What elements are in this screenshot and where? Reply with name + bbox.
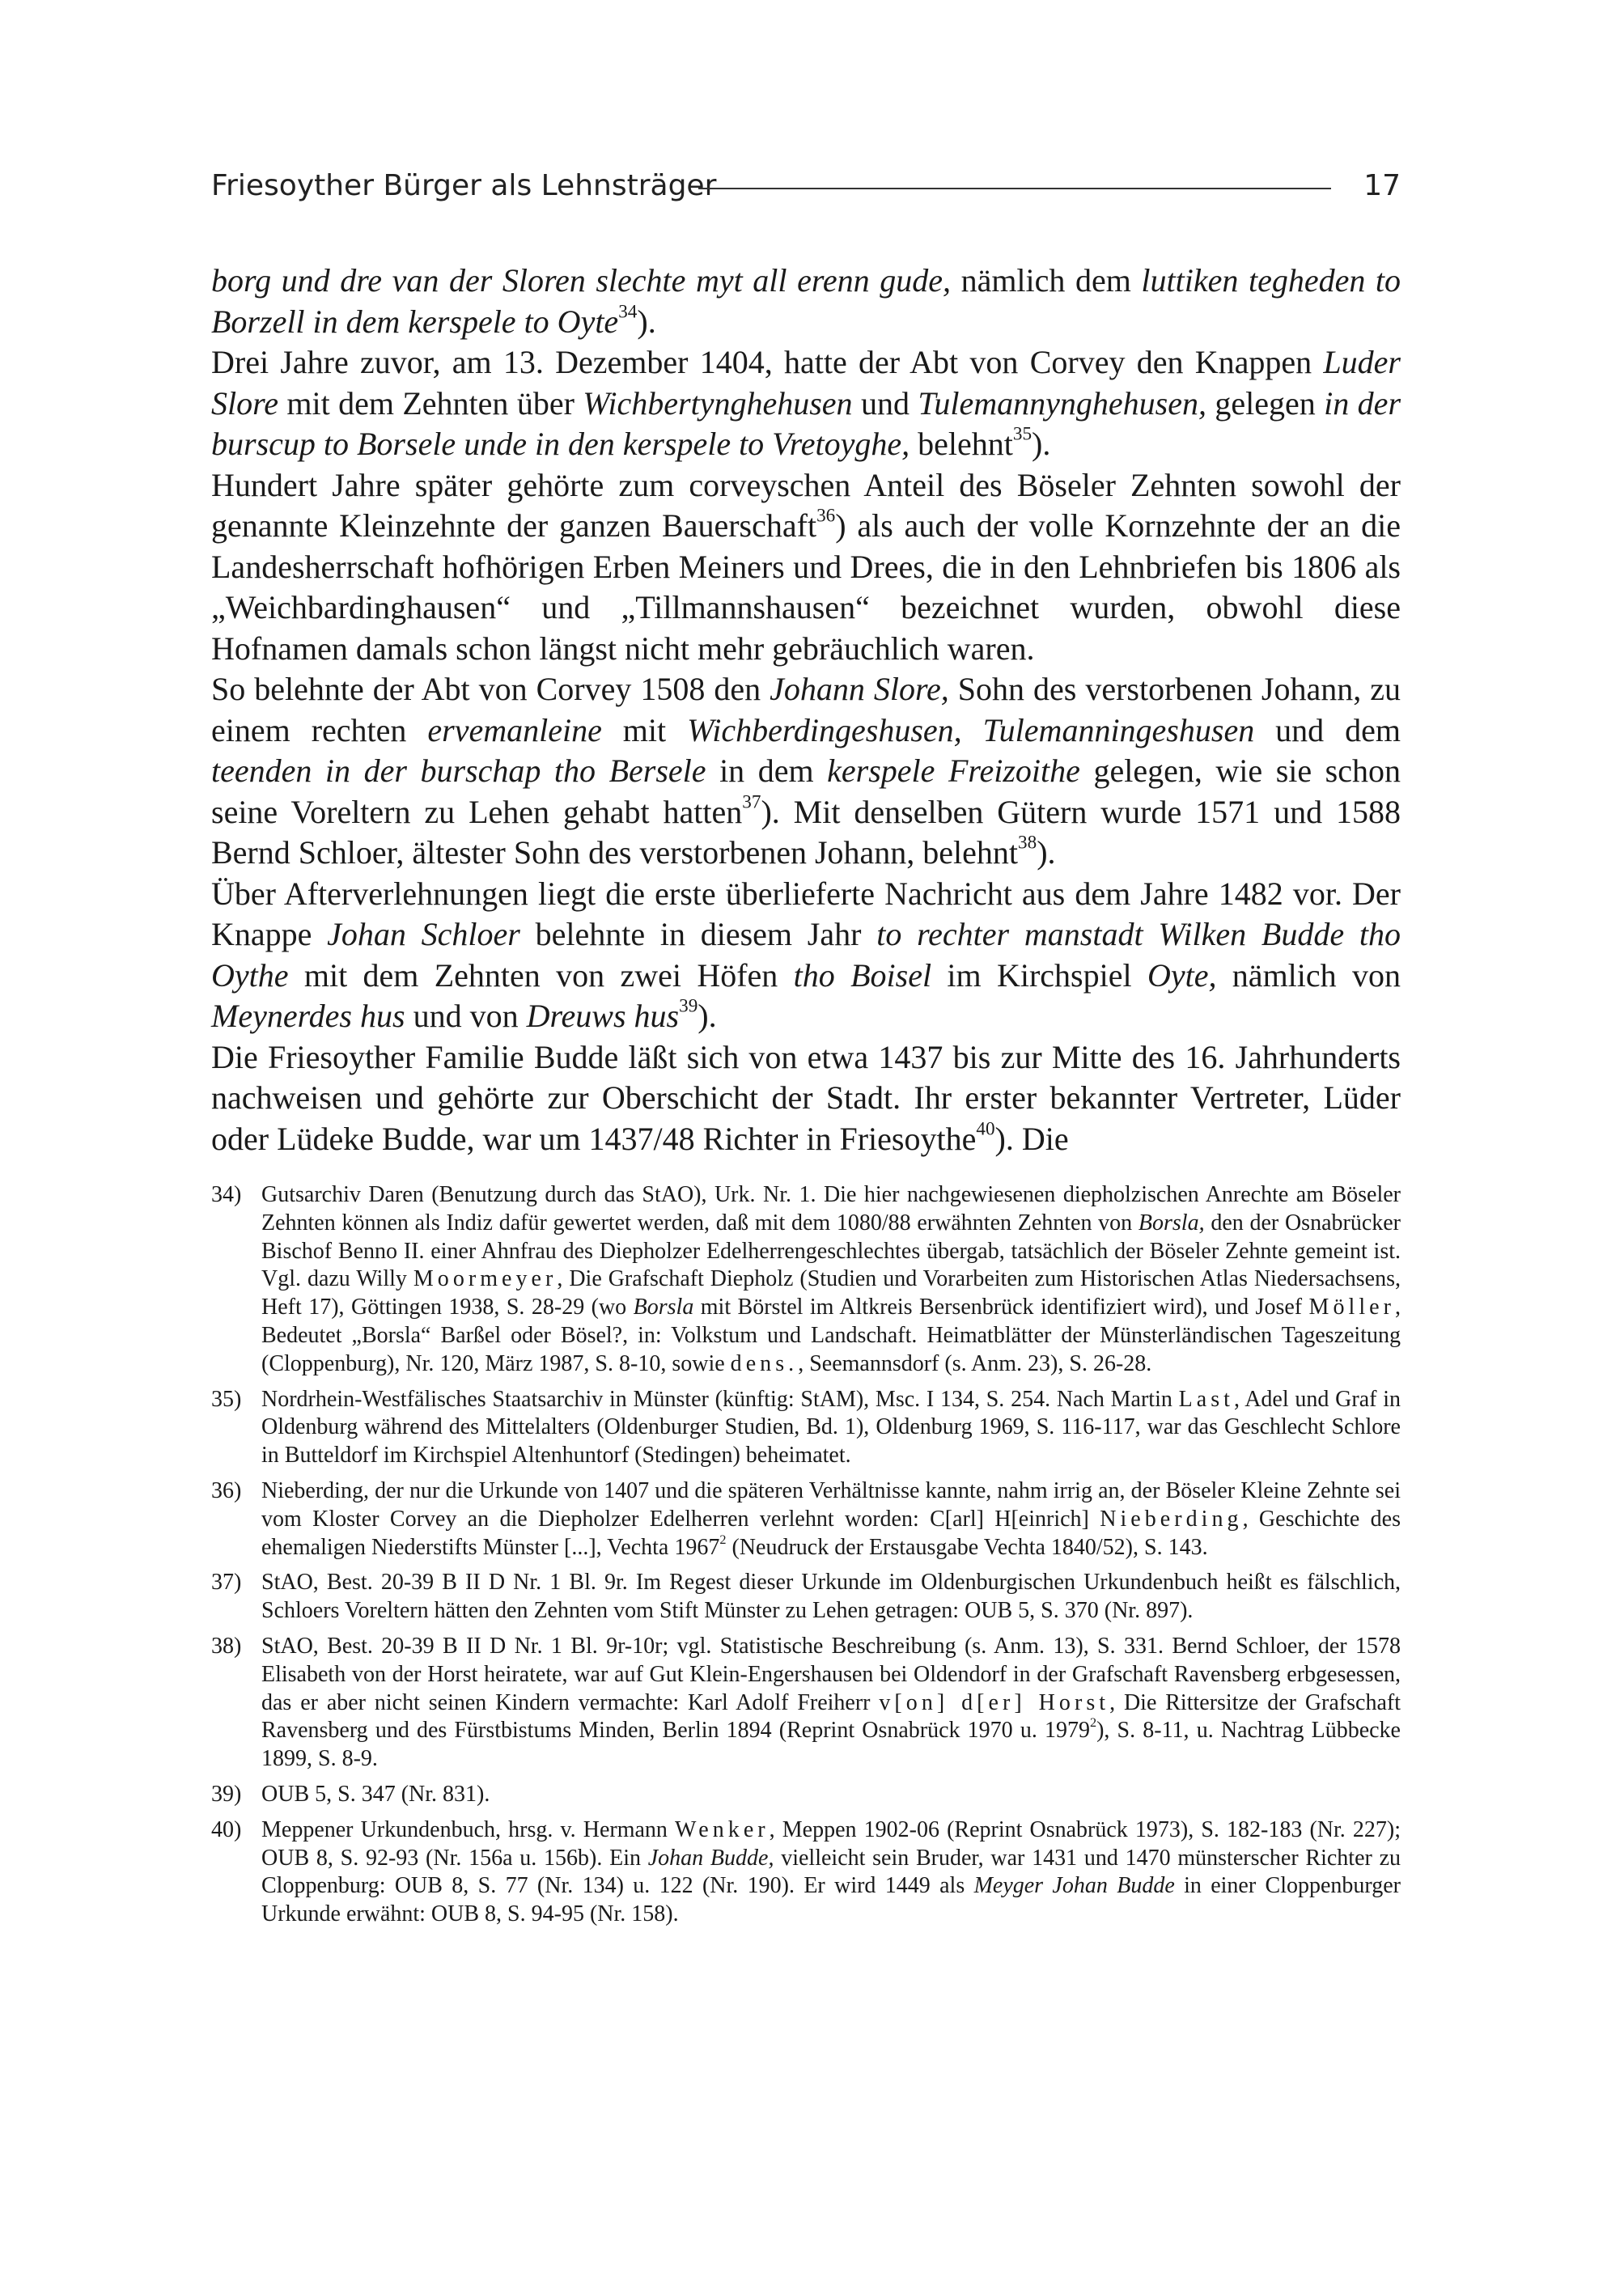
footnote-number: 34) bbox=[211, 1182, 242, 1207]
text: Die Friesoyther Familie Budde läßt sich von etwa 1437 bis zur Mitte des 16. Jahrhunderts nachweisen und gehörte zur Oberschicht der Stadt. Ihr erster bekannter Vertreter, Lüder oder Lüdeke Budde, war um 1437/48 Richter in Friesoythe bbox=[211, 1038, 1401, 1157]
footnote-39 bbox=[211, 1781, 1401, 1809]
footnote-36 bbox=[211, 1477, 1401, 1562]
text: nämlich von bbox=[1216, 956, 1401, 994]
text: , Geschichte des ehemaligen Niederstifts Münster [...], Vechta 1967 bbox=[261, 1506, 1401, 1560]
text: ) als auch der volle Kornzehnte der an die Landesherrschaft hofhörigen Erben Meiners und Drees, die in den Lehnbriefen bis 1806 als „Weichbardinghausen“ und „Tillmannshausen“ bezeichnet wurden, obwohl diese Hofnamen damals schon längst nicht mehr gebräuchlich waren. bbox=[211, 507, 1401, 667]
quote: ervemanleine bbox=[427, 711, 602, 748]
footnote-number: 35) bbox=[211, 1386, 242, 1412]
paragraph-6 bbox=[211, 1037, 1401, 1160]
edition-superscript: 2 bbox=[1089, 1715, 1097, 1731]
text: ). bbox=[698, 998, 717, 1034]
paragraph-1 bbox=[211, 261, 1401, 342]
quote: Wichbertynghehusen bbox=[583, 384, 853, 422]
quote: Luder Slore bbox=[211, 344, 1401, 422]
header-rule bbox=[698, 188, 1331, 189]
footnote-ref: 35 bbox=[1012, 423, 1032, 445]
quote: in der burscup to Borsele unde in den kerspele to Vretoyghe, bbox=[211, 384, 1401, 462]
quote: to rechter manstadt Wilken Budde tho Oythe bbox=[211, 916, 1401, 994]
footnote-ref: 36 bbox=[816, 505, 836, 527]
quote: teenden in der burschap tho Bersele bbox=[211, 752, 706, 789]
footnote-number: 37) bbox=[211, 1570, 242, 1596]
text: Drei Jahre zuvor, am 13. Dezember 1404, hatte der Abt von Corvey den Knappen bbox=[211, 344, 1324, 380]
text: und bbox=[852, 384, 918, 422]
quote: tho Boisel bbox=[793, 956, 932, 994]
author-name: Nieberding bbox=[1100, 1506, 1243, 1532]
footnote-38 bbox=[211, 1633, 1401, 1774]
text: und von bbox=[405, 998, 527, 1034]
text: StAO, Best. 20-39 B II D Nr. 1 Bl. 9r-10r; vgl. Statistische Beschreibung (s. Anm. 13), S. 331. Bernd Schloer, der 1578 Elisabeth von der Horst heiratete, war auf Gut Klein-Engershausen bei Oldendorf in der Grafschaft Ravensberg erbgesessen, das er aber nicht seinen Kindern vermachte: Karl Adolf Freiherr bbox=[261, 1633, 1401, 1715]
text: ). Mit denselben Gütern wurde 1571 und 1588 Bernd Schloer, ältester Sohn des verstorbenen Johann, belehnt bbox=[211, 793, 1401, 871]
quote: Meyger Johan Budde bbox=[973, 1873, 1175, 1899]
text: in einer Cloppenburger Urkunde erwähnt: OUB 8, S. 94-95 (Nr. 158). bbox=[261, 1873, 1401, 1927]
footnote-ref: 39 bbox=[679, 995, 698, 1017]
footnote-number: 39) bbox=[211, 1781, 242, 1807]
text: mit bbox=[601, 711, 688, 748]
edition-superscript: 2 bbox=[719, 1532, 727, 1547]
footnote-ref: 38 bbox=[1018, 832, 1037, 854]
text: , Meppen 1902-06 (Reprint Osnabrück 1973), S. 182-183 (Nr. 227); OUB 8, S. 92-93 (Nr. 156a u. 156b). Ein bbox=[261, 1816, 1401, 1871]
text: mit dem Zehnten über bbox=[278, 384, 583, 422]
text: Meppener Urkundenbuch, hrsg. v. Hermann bbox=[261, 1816, 676, 1842]
author-name: Möller bbox=[1308, 1295, 1395, 1320]
text: ). bbox=[637, 303, 656, 340]
footnotes bbox=[211, 1181, 1401, 1936]
text: , Bedeutet „Borsla“ Barßel oder Bösel?, in: Volkstum und Landschaft. Heimatblätter der Münsterländischen Tageszeitung (Cloppenburg), Nr. 120, März 1987, S. 8-10, sowie bbox=[261, 1295, 1401, 1376]
text: , Die Rittersitze der Grafschaft Ravensberg und des Fürstbistums Minden, Berlin 1894 (Reprint Osnabrück 1970 u. 1979 bbox=[261, 1689, 1401, 1744]
quote: Tulemannynghehusen, bbox=[918, 384, 1206, 422]
text: nämlich dem bbox=[951, 262, 1142, 299]
running-header bbox=[211, 163, 1401, 209]
text: ). bbox=[1032, 426, 1051, 462]
author-name: Last bbox=[1178, 1386, 1234, 1412]
text: So belehnte der Abt von Corvey 1508 den bbox=[211, 671, 770, 707]
text: im Kirchspiel bbox=[931, 956, 1147, 994]
text: in dem bbox=[706, 752, 828, 789]
text: gelegen bbox=[1206, 384, 1325, 422]
text: ). Die bbox=[994, 1120, 1069, 1157]
main-text bbox=[211, 261, 1401, 1159]
author-name: Wenker bbox=[675, 1816, 770, 1842]
footnote-ref: 37 bbox=[742, 790, 761, 812]
text: , Seemannsdorf (s. Anm. 23), S. 26-28. bbox=[798, 1350, 1152, 1376]
text: vielleicht sein Bruder, war 1431 und 1470 münsterscher Richter zu Cloppenburg: OUB 8, S. 77 (Nr. 134) u. 122 (Nr. 190). Er wird 1449 als bbox=[261, 1845, 1401, 1899]
text: ), S. 8-11, u. Nachtrag Lübbecke 1899, S. 8-9. bbox=[261, 1718, 1401, 1772]
page-number: 17 bbox=[1363, 169, 1401, 202]
text: mit Börstel im Altkreis Bersenbrück identifiziert wird), und Josef bbox=[693, 1295, 1309, 1320]
text: den der Osnabrücker Bischof Benno II. einer Ahnfrau des Diepholzer Edelherrengeschlechtes übergab, tatsächlich der Böseler Zehnte gemeint ist. Vgl. dazu Willy bbox=[261, 1210, 1401, 1292]
quote: Johan Schloer bbox=[327, 916, 520, 952]
paragraph-4 bbox=[211, 669, 1401, 874]
running-title: Friesoyther Bürger als Lehnsträger bbox=[211, 169, 717, 202]
footnote-34 bbox=[211, 1181, 1401, 1379]
text: mit dem Zehnten von zwei Höfen bbox=[288, 956, 794, 994]
quote: luttiken tegheden to Borzell in dem kerspele to Oyte bbox=[211, 262, 1401, 340]
quote: borg und dre van der Sloren slechte myt all erenn gude, bbox=[211, 262, 951, 299]
quote: Oyte, bbox=[1147, 956, 1217, 994]
quote: Meynerdes hus bbox=[211, 998, 405, 1034]
text: Hundert Jahre später gehörte zum corveyschen Anteil des Böseler Zehnten sowohl der genannte Kleinzehnte der ganzen Bauerschaft bbox=[211, 466, 1401, 544]
quote: Dreuws hus bbox=[526, 998, 680, 1034]
text: Nordrhein-Westfälisches Staatsarchiv in Münster (künftig: StAM), Msc. I 134, S. 254. Nach Martin bbox=[261, 1386, 1179, 1412]
footnote-number: 40) bbox=[211, 1816, 242, 1842]
text: OUB 5, S. 347 (Nr. 831). bbox=[261, 1781, 490, 1807]
paragraph-5 bbox=[211, 874, 1401, 1037]
text: Sohn des verstorbenen Johann, zu einem rechten bbox=[211, 671, 1401, 748]
paragraph-2 bbox=[211, 342, 1401, 465]
author-name: v[on] d[er] Horst bbox=[879, 1689, 1110, 1715]
quote: Borsla bbox=[633, 1295, 694, 1320]
text: , Adel und Graf in Oldenburg während des Mittelalters (Oldenburger Studien, Bd. 1), Oldenburg 1969, S. 116-117, war das Geschlecht Schlore in Butteldorf im Kirchspiel Altenhuntorf (Stedingen) beheimatet. bbox=[261, 1386, 1401, 1469]
footnote-ref: 34 bbox=[618, 300, 638, 322]
footnote-35 bbox=[211, 1386, 1401, 1470]
footnote-ref: 40 bbox=[976, 1117, 995, 1139]
quote: Borsla, bbox=[1138, 1210, 1205, 1236]
quote: Johann Slore, bbox=[770, 671, 949, 707]
text: Über Afterverlehnungen liegt die erste überlieferte Nachricht aus dem Jahre 1482 vor. Der Knappe bbox=[211, 875, 1401, 952]
footnote-number: 36) bbox=[211, 1477, 242, 1503]
footnote-37 bbox=[211, 1569, 1401, 1625]
quote: kerspele Freizoithe bbox=[827, 752, 1080, 789]
text: (Neudruck der Erstausgabe Vechta 1840/52), S. 143. bbox=[726, 1534, 1208, 1560]
text: , Die Grafschaft Diepholz (Studien und Vorarbeiten zum Historischen Atlas Niedersachsens, Heft 17), Göttingen 1938, S. 28-29 (wo bbox=[261, 1266, 1401, 1320]
quote: Wichberdingeshusen, Tulemanningeshusen bbox=[687, 711, 1255, 748]
text: gelegen, wie sie schon seine Voreltern zu Lehen gehabt hatten bbox=[211, 752, 1401, 830]
author-name: dens. bbox=[730, 1350, 799, 1376]
text: belehnte in diesem Jahr bbox=[519, 916, 877, 952]
text: und dem bbox=[1254, 711, 1401, 748]
footnote-number: 38) bbox=[211, 1633, 242, 1659]
text: StAO, Best. 20-39 B II D Nr. 1 Bl. 9r. Im Regest dieser Urkunde im Oldenburgischen Urkundenbuch heißt es fälschlich, Schloers Voreltern hätten den Zehnten vom Stift Münster zu Lehen getragen: OUB 5, S. 370 (Nr. 897). bbox=[261, 1570, 1401, 1624]
text: belehnt bbox=[910, 426, 1013, 462]
text: Nieberding, der nur die Urkunde von 1407 und die späteren Verhältnisse kannte, nahm irrig an, der Böseler Kleine Zehnte sei vom Kloster Corvey an die Diepholzer Edelherren verlehnt worden: C[arl] H[einrich] bbox=[261, 1477, 1401, 1532]
quote: Johan Budde, bbox=[647, 1845, 774, 1871]
text: ). bbox=[1037, 834, 1056, 871]
text: Gutsarchiv Daren (Benutzung durch das StAO), Urk. Nr. 1. Die hier nachgewiesenen diepholzischen Anrechte am Böseler Zehnten können als Indiz dafür gewertet werden, daß mit dem 1080/88 erwähnten Zehnten von bbox=[261, 1182, 1401, 1236]
author-name: Moormeyer bbox=[413, 1266, 558, 1292]
paragraph-3 bbox=[211, 465, 1401, 670]
footnote-40 bbox=[211, 1816, 1401, 1929]
